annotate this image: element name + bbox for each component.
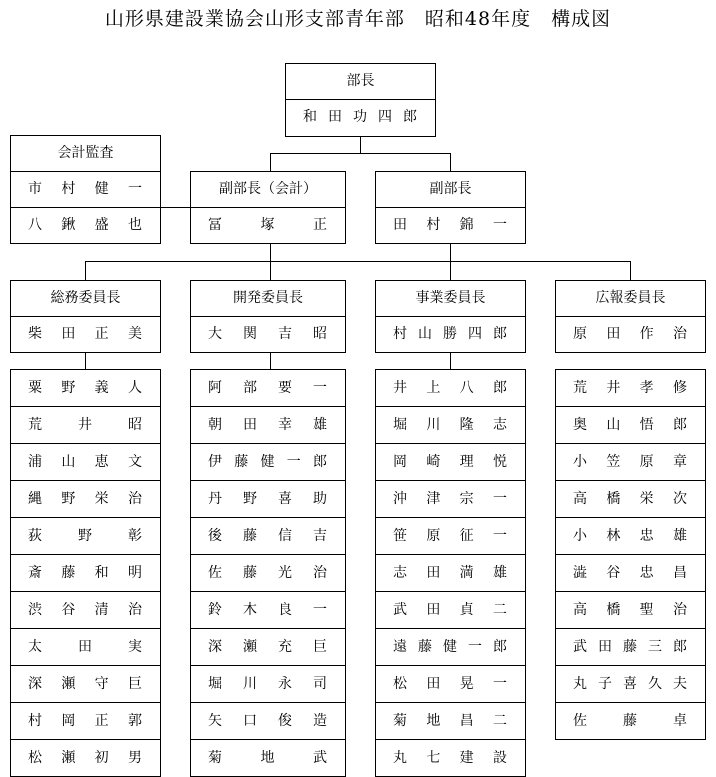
fukubucho-kaikei-box bbox=[190, 171, 346, 244]
name-char: 武 bbox=[313, 750, 327, 766]
member-name bbox=[556, 443, 705, 480]
name-char: 沖 bbox=[393, 491, 407, 507]
name-char: 川 bbox=[426, 417, 441, 433]
kaikei-name-2 bbox=[11, 207, 160, 243]
name-char: 孝 bbox=[639, 380, 654, 396]
bucho-box bbox=[285, 63, 436, 137]
committee-title: 事業委員長 bbox=[376, 281, 525, 317]
name-char: 澁 bbox=[573, 565, 587, 581]
name-char: 津 bbox=[426, 491, 441, 507]
name-char: 荒 bbox=[573, 380, 587, 396]
name-char: 治 bbox=[127, 491, 142, 507]
name-char: 助 bbox=[313, 491, 327, 507]
member-name bbox=[556, 480, 705, 517]
name-char: 章 bbox=[672, 454, 687, 470]
name-char: 悦 bbox=[492, 454, 507, 470]
committee-chair bbox=[191, 317, 345, 352]
name-char: 上 bbox=[426, 380, 441, 396]
name-char: 高 bbox=[573, 602, 587, 618]
name-char: 岡 bbox=[61, 713, 76, 729]
name-char: 一 bbox=[313, 380, 327, 396]
page-title: 山形県建設業協会山形支部青年部 昭和48年度 構成図 bbox=[104, 8, 612, 30]
name-char: 郎 bbox=[493, 326, 507, 342]
member-name bbox=[191, 517, 345, 554]
member-name bbox=[191, 739, 345, 776]
name-char: 鈴 bbox=[208, 602, 222, 618]
name-char: 市 bbox=[28, 181, 42, 197]
name-char: 堀 bbox=[208, 676, 222, 692]
name-char: 巨 bbox=[313, 639, 327, 655]
name-char: 宗 bbox=[459, 491, 474, 507]
name-char: 隆 bbox=[459, 417, 474, 433]
name-char: 正 bbox=[313, 217, 327, 233]
committee-chair bbox=[11, 317, 160, 352]
name-char: 一 bbox=[492, 528, 507, 544]
name-char: 一 bbox=[468, 639, 482, 655]
name-char: 原 bbox=[639, 454, 654, 470]
name-char: 岡 bbox=[393, 454, 407, 470]
name-char: 栄 bbox=[94, 491, 109, 507]
name-char: 瀬 bbox=[243, 639, 257, 655]
member-name bbox=[191, 480, 345, 517]
name-char: 吉 bbox=[313, 528, 327, 544]
name-char: 喜 bbox=[623, 676, 637, 692]
name-char: 建 bbox=[459, 750, 474, 766]
name-char: 郎 bbox=[313, 454, 327, 470]
name-char: 遠 bbox=[393, 639, 407, 655]
name-char: 一 bbox=[492, 676, 507, 692]
name-char: 松 bbox=[393, 676, 407, 692]
name-char: 文 bbox=[127, 454, 142, 470]
committee-title: 広報委員長 bbox=[556, 281, 705, 317]
bucho-title: 部長 bbox=[286, 64, 435, 100]
name-char: 藤 bbox=[418, 639, 432, 655]
member-name bbox=[11, 665, 160, 702]
fukubucho-name bbox=[376, 208, 525, 243]
name-char: 橋 bbox=[606, 602, 621, 618]
name-char: 郎 bbox=[672, 417, 687, 433]
name-char: 鍬 bbox=[61, 217, 76, 233]
member-name bbox=[11, 628, 160, 665]
member-name bbox=[11, 443, 160, 480]
member-name bbox=[191, 628, 345, 665]
name-char: 伊 bbox=[208, 454, 222, 470]
name-char: 健 bbox=[260, 454, 275, 470]
name-char: 木 bbox=[243, 602, 257, 618]
name-char: 佐 bbox=[208, 565, 222, 581]
name-char: 良 bbox=[278, 602, 292, 618]
member-name bbox=[11, 517, 160, 554]
name-char: 田 bbox=[426, 602, 441, 618]
name-char: 田 bbox=[243, 417, 257, 433]
name-char: 三 bbox=[648, 639, 662, 655]
connector-line bbox=[85, 352, 86, 369]
name-char: 治 bbox=[672, 326, 687, 342]
name-char: 彰 bbox=[128, 528, 142, 544]
name-char: 忠 bbox=[639, 565, 654, 581]
member-name bbox=[376, 406, 525, 443]
name-char: 小 bbox=[573, 454, 587, 470]
connector-line bbox=[270, 352, 271, 369]
name-char: 瀬 bbox=[61, 750, 76, 766]
name-char: 貞 bbox=[459, 602, 474, 618]
name-char: 郎 bbox=[403, 109, 417, 125]
name-char: 地 bbox=[426, 713, 441, 729]
member-name bbox=[11, 554, 160, 591]
name-char: 和 bbox=[303, 109, 317, 125]
member-list-2 bbox=[190, 369, 346, 777]
name-char: 松 bbox=[28, 750, 42, 766]
name-char: 大 bbox=[208, 326, 222, 342]
name-char: 関 bbox=[243, 326, 257, 342]
member-name bbox=[556, 702, 705, 739]
kaikei-name-1 bbox=[11, 172, 160, 207]
name-char: 次 bbox=[672, 491, 687, 507]
member-name bbox=[191, 665, 345, 702]
name-char: 満 bbox=[459, 565, 474, 581]
name-char: 義 bbox=[94, 380, 109, 396]
name-char: 八 bbox=[28, 217, 42, 233]
name-char: 男 bbox=[127, 750, 142, 766]
name-char: 原 bbox=[426, 528, 441, 544]
member-name bbox=[556, 554, 705, 591]
name-char: 塚 bbox=[260, 217, 275, 233]
name-char: 菊 bbox=[393, 713, 407, 729]
name-char: 藤 bbox=[234, 454, 249, 470]
name-char: 斎 bbox=[28, 565, 42, 581]
name-char: 田 bbox=[606, 326, 621, 342]
name-char: 吉 bbox=[278, 326, 292, 342]
name-char: 井 bbox=[393, 380, 407, 396]
name-char: 丹 bbox=[208, 491, 222, 507]
name-char: 田 bbox=[328, 109, 342, 125]
name-char: 小 bbox=[573, 528, 587, 544]
name-char: 田 bbox=[598, 639, 612, 655]
name-char: 和 bbox=[94, 565, 109, 581]
name-char: 奥 bbox=[573, 417, 587, 433]
name-char: 人 bbox=[127, 380, 142, 396]
committee-chair bbox=[376, 317, 525, 352]
name-char: 丸 bbox=[573, 676, 587, 692]
name-char: 造 bbox=[313, 713, 327, 729]
name-char: 瀬 bbox=[61, 676, 76, 692]
name-char: 四 bbox=[468, 326, 482, 342]
name-char: 俊 bbox=[278, 713, 292, 729]
connector-line bbox=[85, 261, 631, 262]
name-char: 昌 bbox=[459, 713, 474, 729]
name-char: 田 bbox=[61, 326, 76, 342]
name-char: 谷 bbox=[606, 565, 621, 581]
member-name bbox=[11, 480, 160, 517]
name-char: 雄 bbox=[672, 528, 687, 544]
name-char: 山 bbox=[418, 326, 432, 342]
member-name bbox=[11, 591, 160, 628]
name-char: 浦 bbox=[28, 454, 42, 470]
connector-line bbox=[450, 261, 451, 280]
name-char: 七 bbox=[426, 750, 441, 766]
name-char: 部 bbox=[243, 380, 257, 396]
committee-box-2 bbox=[190, 280, 346, 353]
committee-title: 開発委員長 bbox=[191, 281, 345, 317]
name-char: 柴 bbox=[28, 326, 42, 342]
name-char: 作 bbox=[639, 326, 654, 342]
name-char: 忠 bbox=[639, 528, 654, 544]
name-char: 勝 bbox=[443, 326, 457, 342]
name-char: 修 bbox=[672, 380, 687, 396]
name-char: 初 bbox=[94, 750, 109, 766]
name-char: 一 bbox=[127, 181, 142, 197]
name-char: 聖 bbox=[639, 602, 654, 618]
name-char: 口 bbox=[243, 713, 257, 729]
name-char: 実 bbox=[128, 639, 142, 655]
name-char: 佐 bbox=[573, 713, 587, 729]
name-char: 藤 bbox=[243, 565, 257, 581]
member-name bbox=[191, 370, 345, 406]
member-name bbox=[376, 443, 525, 480]
member-name bbox=[556, 665, 705, 702]
name-char: 昭 bbox=[313, 326, 327, 342]
name-char: 久 bbox=[648, 676, 662, 692]
name-char: 昭 bbox=[128, 417, 142, 433]
member-list-4 bbox=[555, 369, 706, 740]
member-name bbox=[376, 370, 525, 406]
connector-line bbox=[450, 153, 451, 171]
connector-line bbox=[270, 153, 451, 154]
member-name bbox=[11, 370, 160, 406]
fukubucho-title: 副部長 bbox=[376, 172, 525, 208]
name-char: 志 bbox=[393, 565, 407, 581]
name-char: 正 bbox=[94, 713, 109, 729]
name-char: 巨 bbox=[127, 676, 142, 692]
name-char: 丸 bbox=[393, 750, 407, 766]
name-char: 晃 bbox=[459, 676, 474, 692]
name-char: 也 bbox=[127, 217, 142, 233]
name-char: 盛 bbox=[94, 217, 109, 233]
name-char: 山 bbox=[606, 417, 621, 433]
name-char: 武 bbox=[573, 639, 587, 655]
name-char: 要 bbox=[278, 380, 292, 396]
member-name bbox=[556, 628, 705, 665]
fukubucho-box bbox=[375, 171, 526, 244]
name-char: 渋 bbox=[28, 602, 42, 618]
name-char: 朝 bbox=[208, 417, 222, 433]
name-char: 信 bbox=[278, 528, 292, 544]
committee-chair bbox=[556, 317, 705, 352]
name-char: 一 bbox=[492, 217, 507, 233]
kaikei-title: 会計監査 bbox=[11, 136, 160, 172]
member-list-1 bbox=[10, 369, 161, 777]
kaikei-box bbox=[10, 135, 161, 244]
member-name bbox=[376, 739, 525, 776]
name-char: 深 bbox=[208, 639, 222, 655]
name-char: 野 bbox=[78, 528, 92, 544]
name-char: 喜 bbox=[278, 491, 292, 507]
name-char: 設 bbox=[492, 750, 507, 766]
name-char: 野 bbox=[61, 491, 76, 507]
member-name bbox=[556, 591, 705, 628]
member-name bbox=[376, 554, 525, 591]
name-char: 井 bbox=[78, 417, 92, 433]
name-char: 矢 bbox=[208, 713, 222, 729]
name-char: 一 bbox=[286, 454, 301, 470]
name-char: 林 bbox=[606, 528, 621, 544]
name-char: 堀 bbox=[393, 417, 407, 433]
member-name bbox=[376, 591, 525, 628]
connector-line bbox=[450, 243, 451, 262]
name-char: 笹 bbox=[393, 528, 407, 544]
name-char: 二 bbox=[492, 602, 507, 618]
name-char: 恵 bbox=[94, 454, 109, 470]
member-name bbox=[556, 370, 705, 406]
committee-title: 総務委員長 bbox=[11, 281, 160, 317]
member-name bbox=[376, 665, 525, 702]
name-char: 崎 bbox=[426, 454, 441, 470]
name-char: 高 bbox=[573, 491, 587, 507]
name-char: 守 bbox=[94, 676, 109, 692]
name-char: 橋 bbox=[606, 491, 621, 507]
name-char: 田 bbox=[393, 217, 407, 233]
name-char: 川 bbox=[243, 676, 257, 692]
member-name bbox=[376, 517, 525, 554]
name-char: 後 bbox=[208, 528, 222, 544]
committee-box-4 bbox=[555, 280, 706, 353]
name-char: 幸 bbox=[278, 417, 292, 433]
name-char: 昌 bbox=[672, 565, 687, 581]
name-char: 村 bbox=[393, 326, 407, 342]
name-char: 一 bbox=[492, 491, 507, 507]
name-char: 正 bbox=[94, 326, 109, 342]
name-char: 充 bbox=[278, 639, 292, 655]
member-name bbox=[11, 406, 160, 443]
name-char: 郭 bbox=[127, 713, 142, 729]
name-char: 冨 bbox=[208, 217, 222, 233]
member-name bbox=[191, 591, 345, 628]
member-name bbox=[376, 702, 525, 739]
member-name bbox=[11, 739, 160, 776]
name-char: 田 bbox=[426, 565, 441, 581]
name-char: 雄 bbox=[492, 565, 507, 581]
name-char: 武 bbox=[393, 602, 407, 618]
connector-line bbox=[360, 136, 361, 153]
name-char: 治 bbox=[313, 565, 327, 581]
name-char: 阿 bbox=[208, 380, 222, 396]
name-char: 司 bbox=[313, 676, 327, 692]
name-char: 野 bbox=[61, 380, 76, 396]
name-char: 治 bbox=[127, 602, 142, 618]
name-char: 光 bbox=[278, 565, 292, 581]
name-char: 美 bbox=[127, 326, 142, 342]
member-name bbox=[376, 628, 525, 665]
member-name bbox=[11, 702, 160, 739]
fukubucho-kaikei-title: 副部長（会計） bbox=[191, 172, 345, 208]
name-char: 村 bbox=[61, 181, 76, 197]
name-char: 山 bbox=[61, 454, 76, 470]
name-char: 田 bbox=[426, 676, 441, 692]
fukubucho-kaikei-name bbox=[191, 208, 345, 243]
name-char: 谷 bbox=[61, 602, 76, 618]
bucho-name bbox=[286, 100, 435, 135]
name-char: 八 bbox=[459, 380, 474, 396]
name-char: 郎 bbox=[493, 639, 507, 655]
name-char: 夫 bbox=[673, 676, 687, 692]
member-list-3 bbox=[375, 369, 526, 777]
name-char: 藤 bbox=[243, 528, 257, 544]
name-char: 治 bbox=[672, 602, 687, 618]
connector-line bbox=[450, 352, 451, 369]
name-char: 村 bbox=[426, 217, 441, 233]
name-char: 太 bbox=[28, 639, 42, 655]
name-char: 原 bbox=[573, 326, 587, 342]
name-char: 健 bbox=[443, 639, 457, 655]
name-char: 郎 bbox=[673, 639, 687, 655]
member-name bbox=[191, 702, 345, 739]
member-name bbox=[191, 554, 345, 591]
name-char: 地 bbox=[260, 750, 275, 766]
name-char: 永 bbox=[278, 676, 292, 692]
name-char: 清 bbox=[94, 602, 109, 618]
name-char: 粟 bbox=[28, 380, 42, 396]
name-char: 功 bbox=[353, 109, 367, 125]
name-char: 深 bbox=[28, 676, 42, 692]
connector-line bbox=[630, 261, 631, 280]
member-name bbox=[556, 406, 705, 443]
name-char: 四 bbox=[378, 109, 392, 125]
connector-line bbox=[160, 207, 191, 208]
committee-box-3 bbox=[375, 280, 526, 353]
name-char: 藤 bbox=[623, 639, 637, 655]
name-char: 志 bbox=[492, 417, 507, 433]
name-char: 野 bbox=[243, 491, 257, 507]
name-char: 縄 bbox=[28, 491, 42, 507]
name-char: 荻 bbox=[28, 528, 42, 544]
name-char: 明 bbox=[127, 565, 142, 581]
name-char: 井 bbox=[606, 380, 621, 396]
name-char: 笠 bbox=[606, 454, 621, 470]
name-char: 健 bbox=[94, 181, 109, 197]
committee-box-1 bbox=[10, 280, 161, 353]
member-name bbox=[556, 517, 705, 554]
name-char: 藤 bbox=[61, 565, 76, 581]
name-char: 藤 bbox=[623, 713, 637, 729]
name-char: 一 bbox=[313, 602, 327, 618]
name-char: 栄 bbox=[639, 491, 654, 507]
name-char: 菊 bbox=[208, 750, 222, 766]
name-char: 二 bbox=[492, 713, 507, 729]
name-char: 卓 bbox=[673, 713, 687, 729]
name-char: 征 bbox=[459, 528, 474, 544]
name-char: 錦 bbox=[459, 217, 474, 233]
name-char: 子 bbox=[598, 676, 612, 692]
name-char: 村 bbox=[28, 713, 42, 729]
member-name bbox=[191, 406, 345, 443]
connector-line bbox=[270, 153, 271, 171]
member-name bbox=[191, 443, 345, 480]
member-name bbox=[376, 480, 525, 517]
name-char: 悟 bbox=[639, 417, 654, 433]
name-char: 雄 bbox=[313, 417, 327, 433]
name-char: 田 bbox=[78, 639, 92, 655]
name-char: 郎 bbox=[492, 380, 507, 396]
name-char: 荒 bbox=[28, 417, 42, 433]
name-char: 理 bbox=[459, 454, 474, 470]
connector-line bbox=[85, 261, 86, 280]
